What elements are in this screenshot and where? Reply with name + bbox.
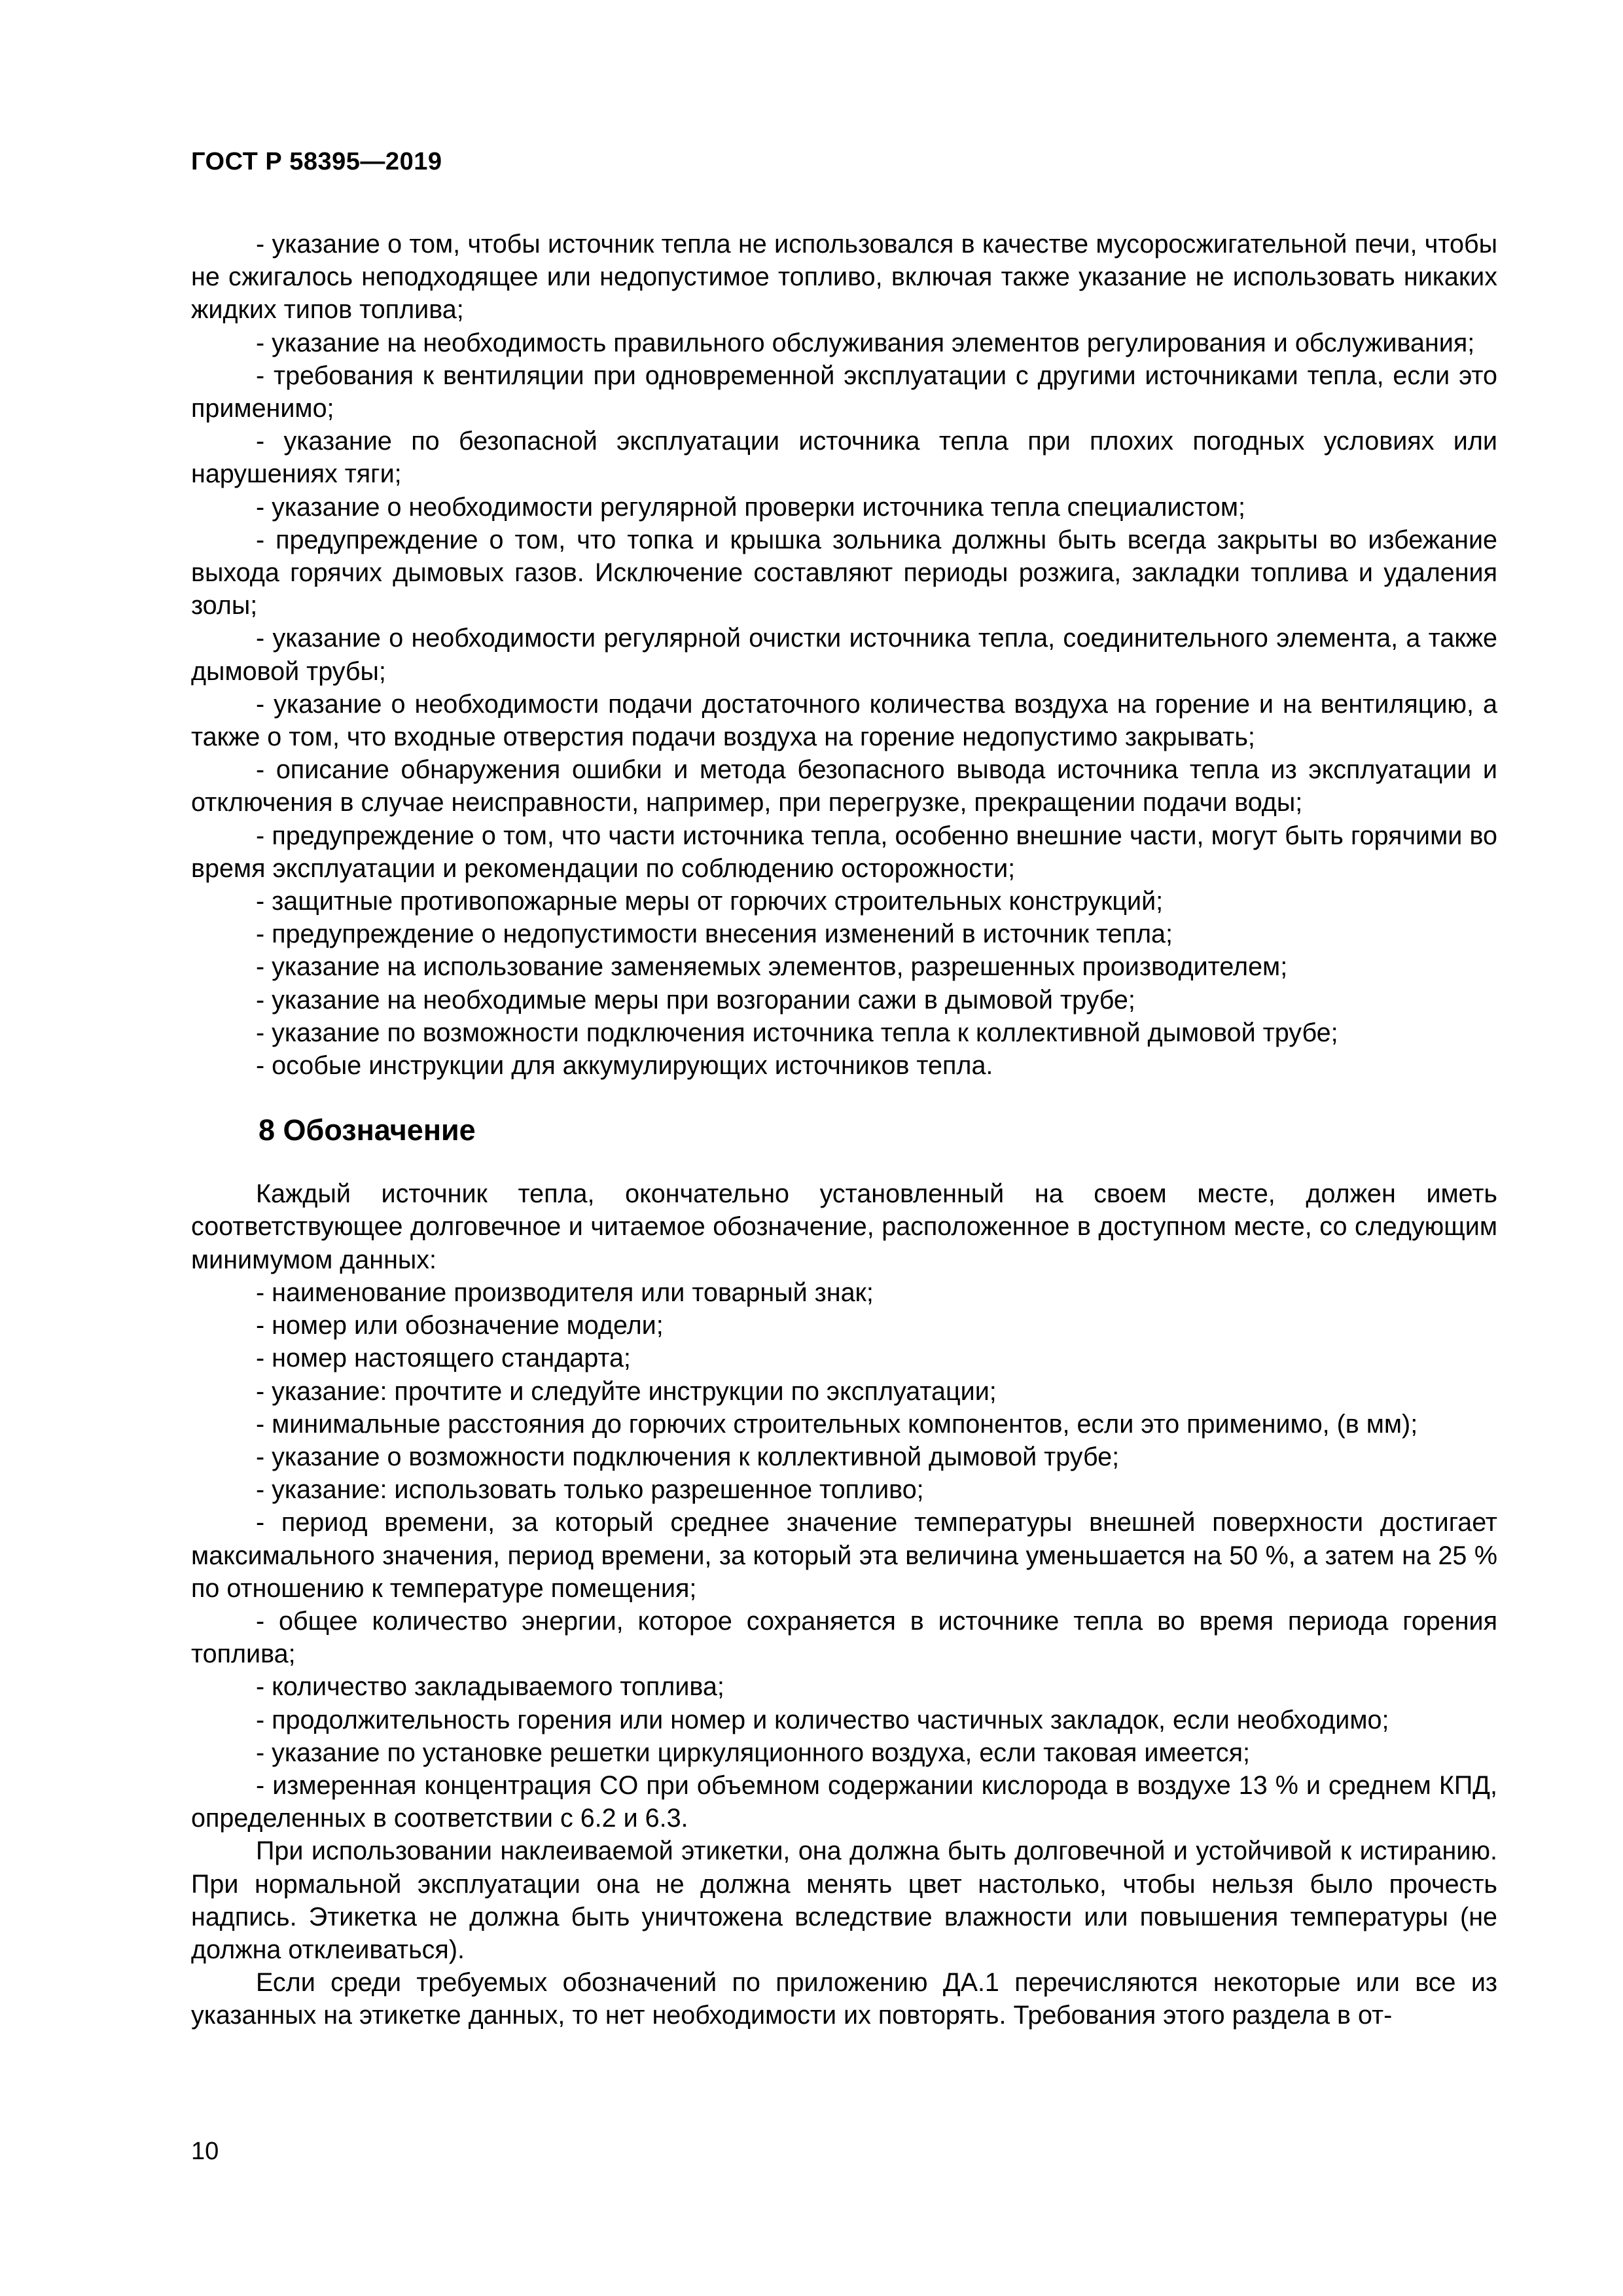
- list-item: - указание по возможности подключения источника тепла к коллективной дымовой трубе;: [256, 1018, 1338, 1047]
- label-requirements-paragraph: При использовании наклеиваемой этикетки, она должна быть долговечной и устойчивой к истиранию. При нормальной эксплуатации она не должна менять цвет настолько, чтобы нельзя было прочесть надпись. Этикетка не должна быть уничтожена вследствие влажности или повышения температуры (не должна отклеиваться).: [191, 1837, 1497, 1964]
- list-item: - указание о возможности подключения к коллективной дымовой трубе;: [256, 1442, 1120, 1471]
- list-item: - указание о необходимости регулярной проверки источника тепла специалистом;: [256, 492, 1246, 522]
- list-item: - указание о необходимости подачи достаточного количества воздуха на горение и на вентиляцию, а также о том, что входные отверстия подачи воздуха на горение недопустимо закрывать;: [191, 689, 1497, 752]
- list-item: - продолжительность горения или номер и количество частичных закладок, если необходимо;: [256, 1705, 1389, 1734]
- list-item: - указание на необходимость правильного обслуживания элементов регулирования и обслуживания;: [256, 328, 1475, 357]
- list-item: - предупреждение о том, что топка и крышка зольника должны быть всегда закрыты во избежание выхода горячих дымовых газов. Исключение составляют периоды розжига, закладки топлива и удаления золы;: [191, 525, 1497, 620]
- section8-body: [191, 1177, 1497, 2032]
- list-item: - указание: прочтите и следуйте инструкции по эксплуатации;: [256, 1376, 997, 1406]
- list-item: - минимальные расстояния до горючих строительных компонентов, если это применимо, (в мм);: [256, 1409, 1418, 1439]
- section-8-heading: 8 Обозначение: [259, 1113, 476, 1147]
- list-item: - общее количество энергии, которое сохраняется в источнике тепла во время периода горения топлива;: [191, 1606, 1497, 1669]
- final-paragraph: Если среди требуемых обозначений по приложению ДА.1 перечисляются некоторые или все из указанных на этикетке данных, то нет необходимости их повторять. Требования этого раздела в от-: [191, 1968, 1497, 2030]
- list-item: - указание на использование заменяемых элементов, разрешенных производителем;: [256, 952, 1288, 982]
- list-item: - период времени, за который среднее значение температуры внешней поверхности достигает максимального значения, период времени, за который эта величина уменьшается на 50 %, а затем на 25 % по отношению к температуре помещения;: [191, 1508, 1497, 1603]
- list-item: - предупреждение о недопустимости внесения изменений в источник тепла;: [256, 920, 1173, 949]
- list-item: - защитные противопожарные меры от горючих строительных конструкций;: [256, 887, 1164, 916]
- list-item: - указание по безопасной эксплуатации источника тепла при плохих погодных условиях или нарушениях тяги;: [191, 427, 1497, 489]
- list-item: - номер настоящего стандарта;: [256, 1344, 631, 1373]
- list-item: - указание о том, чтобы источник тепла не использовался в качестве мусоросжигательной печи, чтобы не сжигалось неподходящее или недопустимое топливо, включая также указание не использовать никаких жидких типов топлива;: [191, 230, 1497, 325]
- list-item: - номер или обозначение модели;: [256, 1311, 664, 1340]
- list-item: - измеренная концентрация CO при объемном содержании кислорода в воздухе 13 % и среднем КПД, определенных в соответствии с 6.2 и 6.3.: [191, 1770, 1497, 1833]
- list-item: - особые инструкции для аккумулирующих источников тепла.: [256, 1051, 993, 1081]
- list-item: - указание по установке решетки циркуляционного воздуха, если таковая имеется;: [256, 1738, 1250, 1767]
- page-number: 10: [191, 2138, 219, 2165]
- list-item: - требования к вентиляции при одновременной эксплуатации с другими источниками тепла, если это применимо;: [191, 361, 1497, 423]
- list-item: - описание обнаружения ошибки и метода безопасного вывода источника тепла из эксплуатации и отключения в случае неисправности, например, при перегрузке, прекращении подачи воды;: [191, 755, 1497, 817]
- section7-requirements-list: [191, 228, 1497, 1082]
- list-item: - указание о необходимости регулярной очистки источника тепла, соединительного элемента, а также дымовой трубы;: [191, 624, 1497, 686]
- list-item: - указание на необходимые меры при возгорании сажи в дымовой трубе;: [256, 985, 1135, 1014]
- section8-intro: Каждый источник тепла, окончательно установленный на своем месте, должен иметь соответствующее долговечное и читаемое обозначение, расположенное в доступном месте, со следующим минимумом данных:: [191, 1179, 1497, 1274]
- list-item: - предупреждение о том, что части источника тепла, особенно внешние части, могут быть горячими во время эксплуатации и рекомендации по соблюдению осторожности;: [191, 821, 1497, 883]
- page-body: [191, 228, 1497, 2032]
- list-item: - указание: использовать только разрешенное топливо;: [256, 1475, 924, 1505]
- list-item: - количество закладываемого топлива;: [256, 1672, 724, 1702]
- list-item: - наименование производителя или товарный знак;: [256, 1278, 874, 1307]
- standard-code-header: ГОСТ Р 58395—2019: [191, 148, 442, 175]
